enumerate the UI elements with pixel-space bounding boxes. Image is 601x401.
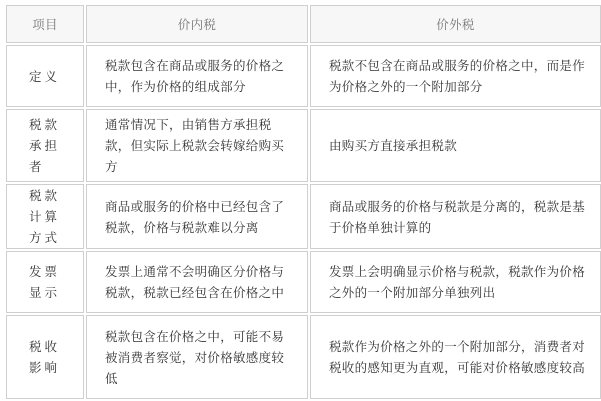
row-outer-tax: 商品或服务的价格与税款是分离的，税款是基于价格单独计算的: [310, 184, 601, 249]
header-item: 项目: [6, 5, 84, 43]
header-row: [6, 5, 601, 43]
table-row: [6, 109, 601, 182]
table-body: [6, 45, 601, 399]
table-header: [6, 5, 601, 43]
table-row: [6, 184, 601, 249]
row-outer-tax: 税款不包含在商品或服务的价格之中，而是作为价格之外的一个附加部分: [310, 45, 601, 107]
row-feature: 定义: [6, 45, 84, 107]
row-feature: 税款承担者: [6, 109, 84, 182]
header-outer-tax: 价外税: [310, 5, 601, 43]
row-feature: 税收影响: [6, 315, 84, 399]
row-outer-tax: 由购买方直接承担税款: [310, 109, 601, 182]
row-outer-tax: 发票上会明确显示价格与税款，税款作为价格之外的一个附加部分单独列出: [310, 251, 601, 313]
row-feature: 发票显示: [6, 251, 84, 313]
row-outer-tax: 税款作为价格之外的一个附加部分，消费者对税收的感知更为直观，可能对价格敏感度较高: [310, 315, 601, 399]
table-row: [6, 315, 601, 399]
row-inner-tax: 税款包含在价格之中，可能不易被消费者察觉，对价格敏感度较低: [86, 315, 308, 399]
row-feature: 税款计算方式: [6, 184, 84, 249]
row-inner-tax: 税款包含在商品或服务的价格之中，作为价格的组成部分: [86, 45, 308, 107]
comparison-table: [4, 3, 601, 401]
row-inner-tax: 通常情况下，由销售方承担税款，但实际上税款会转嫁给购买方: [86, 109, 308, 182]
row-inner-tax: 发票上通常不会明确区分价格与税款，税款已经包含在价格之中: [86, 251, 308, 313]
table-row: [6, 45, 601, 107]
table-row: [6, 251, 601, 313]
header-inner-tax: 价内税: [86, 5, 308, 43]
row-inner-tax: 商品或服务的价格中已经包含了税款，价格与税款难以分离: [86, 184, 308, 249]
